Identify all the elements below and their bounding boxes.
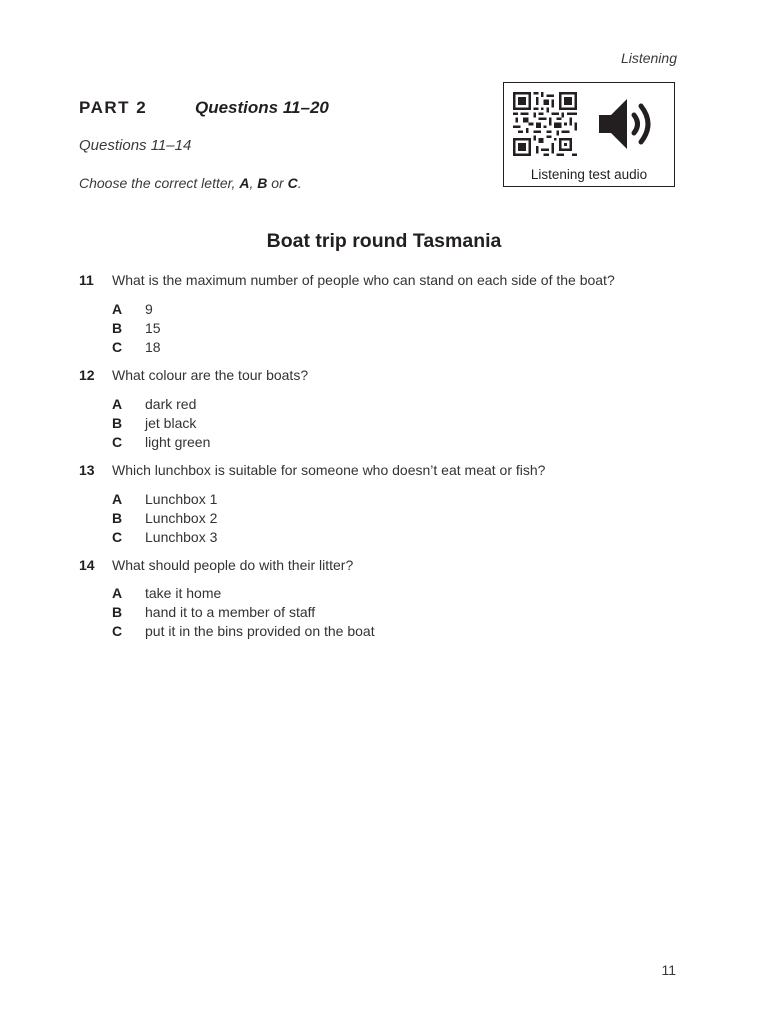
option-text: light green: [145, 434, 211, 450]
option-letter: C: [112, 529, 123, 545]
option-text: dark red: [145, 396, 197, 412]
option-text: jet black: [145, 415, 197, 431]
instruction-end: .: [297, 175, 302, 191]
option-letter: B: [112, 604, 123, 620]
question-number: 12: [79, 367, 95, 383]
option-letter: A: [112, 585, 123, 601]
section-label: Listening: [620, 50, 677, 66]
page-title: Boat trip round Tasmania: [266, 230, 502, 252]
option-text: 18: [145, 339, 161, 355]
option-letter: C: [112, 623, 123, 639]
instruction-letter-b: B: [257, 175, 268, 191]
instruction-letter-c: C: [287, 175, 298, 191]
option-letter: A: [112, 491, 123, 507]
question-number: 11: [79, 272, 94, 288]
option-text: 9: [145, 301, 153, 317]
speaker-icon[interactable]: [597, 95, 659, 153]
option-text: 15: [145, 320, 161, 336]
instruction-sep: ,: [249, 175, 258, 191]
question-text: What colour are the tour boats?: [112, 367, 309, 383]
option-letter: B: [112, 320, 123, 336]
option-letter: A: [112, 301, 123, 317]
option-text: take it home: [145, 585, 222, 601]
sub-question-range: Questions 11–14: [79, 137, 192, 154]
option-letter: B: [112, 510, 123, 526]
option-letter: A: [112, 396, 123, 412]
qr-code-icon[interactable]: [513, 92, 577, 156]
option-letter: C: [112, 434, 123, 450]
question-text: What is the maximum number of people who can stand on each side of the boat?: [112, 272, 615, 288]
instruction-text: [79, 175, 302, 191]
option-text: Lunchbox 2: [145, 510, 218, 526]
instruction-prefix: Choose the correct letter,: [79, 175, 240, 191]
option-text: Lunchbox 3: [145, 529, 218, 545]
option-text: put it in the bins provided on the boat: [145, 623, 375, 639]
question-number: 14: [79, 557, 95, 573]
question-text: What should people do with their litter?: [112, 557, 354, 573]
part-heading: PART 2: [79, 98, 148, 117]
question-text: Which lunchbox is suitable for someone who doesn’t eat meat or fish?: [112, 462, 546, 478]
part-question-range: Questions 11–20: [195, 98, 329, 117]
question-number: 13: [79, 462, 95, 478]
option-letter: B: [112, 415, 123, 431]
instruction-letter-a: A: [239, 175, 250, 191]
option-text: Lunchbox 1: [145, 491, 218, 507]
option-letter: C: [112, 339, 123, 355]
audio-box[interactable]: [503, 82, 675, 187]
option-text: hand it to a member of staff: [145, 604, 316, 620]
audio-caption: Listening test audio: [530, 167, 648, 182]
page-number: 11: [661, 962, 676, 978]
instruction-or: or: [267, 175, 288, 191]
